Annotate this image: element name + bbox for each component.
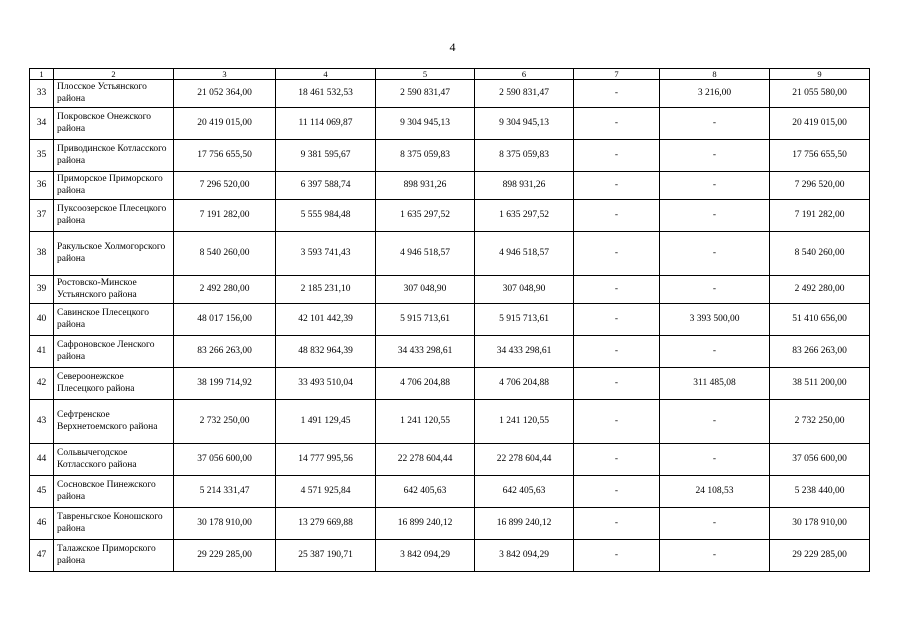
value-col-4: 6 397 588,74 <box>276 172 376 200</box>
municipality-name: Сефтренское Верхнетоемского района <box>54 400 174 444</box>
column-header: 8 <box>660 69 770 80</box>
value-col-6: 9 304 945,13 <box>475 108 574 140</box>
table-row <box>30 304 870 336</box>
value-col-6: 34 433 298,61 <box>475 336 574 368</box>
value-col-9: 2 732 250,00 <box>770 400 870 444</box>
column-header: 3 <box>174 69 276 80</box>
value-col-8: - <box>660 336 770 368</box>
table-row <box>30 540 870 572</box>
value-col-7: - <box>574 540 660 572</box>
value-col-3: 7 296 520,00 <box>174 172 276 200</box>
row-number: 39 <box>30 276 54 304</box>
value-col-4: 1 491 129,45 <box>276 400 376 444</box>
municipality-name: Североонежское Плесецкого района <box>54 368 174 400</box>
municipality-name: Приморское Приморского района <box>54 172 174 200</box>
municipality-name: Пуксоозерское Плесецкого района <box>54 200 174 232</box>
value-col-9: 7 191 282,00 <box>770 200 870 232</box>
value-col-5: 4 946 518,57 <box>376 232 475 276</box>
value-col-6: 2 590 831,47 <box>475 80 574 108</box>
column-header: 2 <box>54 69 174 80</box>
value-col-3: 17 756 655,50 <box>174 140 276 172</box>
table-row <box>30 172 870 200</box>
value-col-8: - <box>660 232 770 276</box>
value-col-4: 25 387 190,71 <box>276 540 376 572</box>
column-header: 4 <box>276 69 376 80</box>
value-col-9: 29 229 285,00 <box>770 540 870 572</box>
value-col-7: - <box>574 80 660 108</box>
table-row <box>30 508 870 540</box>
value-col-7: - <box>574 476 660 508</box>
row-number: 41 <box>30 336 54 368</box>
value-col-8: - <box>660 276 770 304</box>
table-row <box>30 336 870 368</box>
value-col-4: 9 381 595,67 <box>276 140 376 172</box>
municipality-name: Савинское Плесецкого района <box>54 304 174 336</box>
value-col-7: - <box>574 276 660 304</box>
municipality-name: Сосновское Пинежского района <box>54 476 174 508</box>
value-col-9: 30 178 910,00 <box>770 508 870 540</box>
row-number: 34 <box>30 108 54 140</box>
value-col-4: 14 777 995,56 <box>276 444 376 476</box>
value-col-6: 898 931,26 <box>475 172 574 200</box>
table-row <box>30 140 870 172</box>
value-col-5: 1 635 297,52 <box>376 200 475 232</box>
value-col-3: 29 229 285,00 <box>174 540 276 572</box>
value-col-3: 2 732 250,00 <box>174 400 276 444</box>
value-col-8: - <box>660 200 770 232</box>
value-col-7: - <box>574 508 660 540</box>
value-col-9: 21 055 580,00 <box>770 80 870 108</box>
value-col-5: 642 405,63 <box>376 476 475 508</box>
value-col-8: - <box>660 540 770 572</box>
row-number: 46 <box>30 508 54 540</box>
column-header-row <box>30 69 870 80</box>
municipality-name: Сольвычегодское Котласского района <box>54 444 174 476</box>
value-col-7: - <box>574 444 660 476</box>
table-row <box>30 400 870 444</box>
municipality-name: Ракульское Холмогорского района <box>54 232 174 276</box>
table-row <box>30 108 870 140</box>
municipality-name: Тавреньгское Коношского района <box>54 508 174 540</box>
value-col-7: - <box>574 200 660 232</box>
value-col-9: 8 540 260,00 <box>770 232 870 276</box>
row-number: 45 <box>30 476 54 508</box>
column-header: 7 <box>574 69 660 80</box>
value-col-5: 3 842 094,29 <box>376 540 475 572</box>
row-number: 35 <box>30 140 54 172</box>
value-col-7: - <box>574 304 660 336</box>
value-col-7: - <box>574 368 660 400</box>
row-number: 33 <box>30 80 54 108</box>
row-number: 43 <box>30 400 54 444</box>
municipality-name: Сафроновское Ленского района <box>54 336 174 368</box>
value-col-8: 3 393 500,00 <box>660 304 770 336</box>
value-col-5: 1 241 120,55 <box>376 400 475 444</box>
row-number: 44 <box>30 444 54 476</box>
value-col-9: 51 410 656,00 <box>770 304 870 336</box>
table-row <box>30 368 870 400</box>
value-col-3: 48 017 156,00 <box>174 304 276 336</box>
value-col-3: 30 178 910,00 <box>174 508 276 540</box>
municipality-name: Покровское Онежского района <box>54 108 174 140</box>
value-col-6: 307 048,90 <box>475 276 574 304</box>
value-col-4: 48 832 964,39 <box>276 336 376 368</box>
value-col-8: 311 485,08 <box>660 368 770 400</box>
table-row <box>30 444 870 476</box>
value-col-4: 18 461 532,53 <box>276 80 376 108</box>
column-header: 6 <box>475 69 574 80</box>
value-col-6: 16 899 240,12 <box>475 508 574 540</box>
value-col-3: 21 052 364,00 <box>174 80 276 108</box>
column-header: 5 <box>376 69 475 80</box>
value-col-6: 3 842 094,29 <box>475 540 574 572</box>
column-header: 9 <box>770 69 870 80</box>
municipality-name: Плосское Устьянского района <box>54 80 174 108</box>
value-col-6: 1 635 297,52 <box>475 200 574 232</box>
page-number: 4 <box>449 40 456 54</box>
value-col-3: 37 056 600,00 <box>174 444 276 476</box>
value-col-5: 307 048,90 <box>376 276 475 304</box>
value-col-4: 5 555 984,48 <box>276 200 376 232</box>
value-col-5: 22 278 604,44 <box>376 444 475 476</box>
value-col-8: - <box>660 400 770 444</box>
value-col-7: - <box>574 400 660 444</box>
value-col-5: 16 899 240,12 <box>376 508 475 540</box>
municipality-name: Ростовско-Минское Устьянского района <box>54 276 174 304</box>
value-col-4: 33 493 510,04 <box>276 368 376 400</box>
value-col-4: 4 571 925,84 <box>276 476 376 508</box>
value-col-3: 8 540 260,00 <box>174 232 276 276</box>
value-col-6: 4 946 518,57 <box>475 232 574 276</box>
value-col-8: - <box>660 444 770 476</box>
value-col-8: 24 108,53 <box>660 476 770 508</box>
value-col-3: 83 266 263,00 <box>174 336 276 368</box>
value-col-9: 2 492 280,00 <box>770 276 870 304</box>
value-col-9: 37 056 600,00 <box>770 444 870 476</box>
value-col-8: 3 216,00 <box>660 80 770 108</box>
value-col-9: 38 511 200,00 <box>770 368 870 400</box>
table-row <box>30 80 870 108</box>
value-col-6: 642 405,63 <box>475 476 574 508</box>
table-row <box>30 276 870 304</box>
value-col-6: 1 241 120,55 <box>475 400 574 444</box>
table-row <box>30 232 870 276</box>
value-col-9: 20 419 015,00 <box>770 108 870 140</box>
value-col-4: 2 185 231,10 <box>276 276 376 304</box>
value-col-4: 11 114 069,87 <box>276 108 376 140</box>
row-number: 37 <box>30 200 54 232</box>
value-col-9: 5 238 440,00 <box>770 476 870 508</box>
value-col-8: - <box>660 508 770 540</box>
value-col-3: 7 191 282,00 <box>174 200 276 232</box>
value-col-5: 898 931,26 <box>376 172 475 200</box>
municipality-name: Приводинское Котласского района <box>54 140 174 172</box>
value-col-9: 83 266 263,00 <box>770 336 870 368</box>
row-number: 36 <box>30 172 54 200</box>
value-col-6: 22 278 604,44 <box>475 444 574 476</box>
value-col-4: 42 101 442,39 <box>276 304 376 336</box>
value-col-5: 4 706 204,88 <box>376 368 475 400</box>
row-number: 38 <box>30 232 54 276</box>
value-col-8: - <box>660 172 770 200</box>
value-col-5: 2 590 831,47 <box>376 80 475 108</box>
table-row <box>30 476 870 508</box>
value-col-5: 8 375 059,83 <box>376 140 475 172</box>
value-col-3: 20 419 015,00 <box>174 108 276 140</box>
value-col-6: 4 706 204,88 <box>475 368 574 400</box>
value-col-4: 3 593 741,43 <box>276 232 376 276</box>
value-col-5: 5 915 713,61 <box>376 304 475 336</box>
value-col-3: 2 492 280,00 <box>174 276 276 304</box>
row-number: 42 <box>30 368 54 400</box>
row-number: 47 <box>30 540 54 572</box>
table-row <box>30 200 870 232</box>
value-col-7: - <box>574 232 660 276</box>
value-col-7: - <box>574 140 660 172</box>
value-col-9: 7 296 520,00 <box>770 172 870 200</box>
budget-table <box>29 68 870 572</box>
value-col-6: 5 915 713,61 <box>475 304 574 336</box>
value-col-5: 34 433 298,61 <box>376 336 475 368</box>
value-col-7: - <box>574 108 660 140</box>
value-col-7: - <box>574 172 660 200</box>
value-col-6: 8 375 059,83 <box>475 140 574 172</box>
value-col-3: 5 214 331,47 <box>174 476 276 508</box>
value-col-9: 17 756 655,50 <box>770 140 870 172</box>
value-col-7: - <box>574 336 660 368</box>
value-col-3: 38 199 714,92 <box>174 368 276 400</box>
row-number: 40 <box>30 304 54 336</box>
column-header: 1 <box>30 69 54 80</box>
municipality-name: Талажское Приморского района <box>54 540 174 572</box>
value-col-5: 9 304 945,13 <box>376 108 475 140</box>
value-col-8: - <box>660 108 770 140</box>
value-col-4: 13 279 669,88 <box>276 508 376 540</box>
value-col-8: - <box>660 140 770 172</box>
